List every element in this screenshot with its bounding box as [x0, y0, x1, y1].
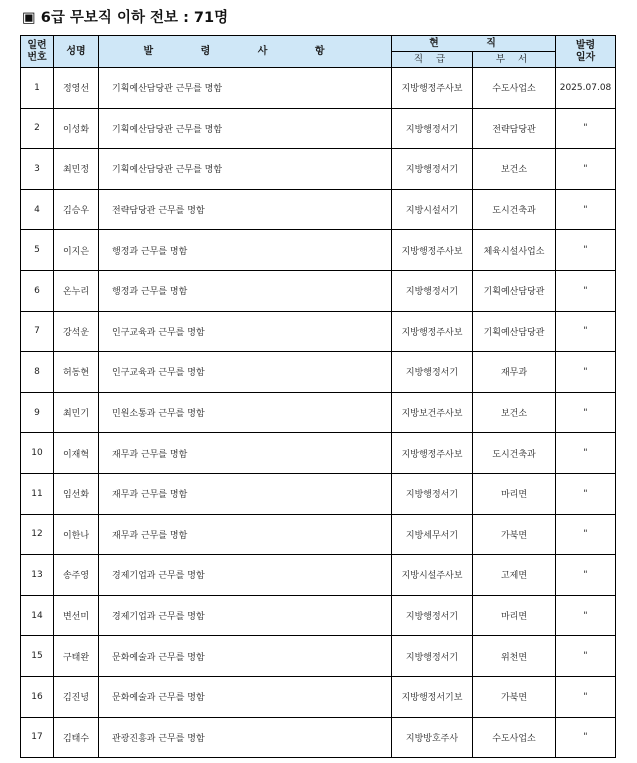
table-row — [21, 108, 616, 149]
cell-name: 변선미 — [54, 595, 99, 636]
cell-serial-no: 3 — [21, 149, 54, 190]
table-row — [21, 270, 616, 311]
table-row — [21, 555, 616, 596]
cell-grade: 지방행정주사보 — [392, 230, 473, 271]
header-dept — [473, 52, 556, 68]
cell-dept: 기획예산담당관 — [473, 311, 556, 352]
table-body — [21, 68, 616, 758]
cell-grade: 지방행정주사보 — [392, 433, 473, 474]
cell-name: 온누리 — [54, 270, 99, 311]
cell-date: " — [556, 473, 616, 514]
cell-grade: 지방행정서기 — [392, 108, 473, 149]
cell-action: 행정과 근무를 명함 — [99, 230, 392, 271]
cell-name: 최민정 — [54, 149, 99, 190]
cell-name: 이한나 — [54, 514, 99, 555]
table-row — [21, 514, 616, 555]
cell-serial-no: 2 — [21, 108, 54, 149]
cell-date: " — [556, 311, 616, 352]
table-row — [21, 392, 616, 433]
cell-date: " — [556, 555, 616, 596]
cell-serial-no: 4 — [21, 189, 54, 230]
cell-name: 정영선 — [54, 68, 99, 109]
cell-action: 관광진흥과 근무를 명함 — [99, 717, 392, 758]
cell-dept: 보건소 — [473, 149, 556, 190]
cell-grade: 지방행정서기 — [392, 636, 473, 677]
header-date: 발령 일자 — [556, 36, 616, 68]
cell-grade: 지방시설주사보 — [392, 555, 473, 596]
cell-dept: 가북면 — [473, 514, 556, 555]
cell-action: 경제기업과 근무를 명함 — [99, 555, 392, 596]
table-row — [21, 595, 616, 636]
cell-serial-no: 8 — [21, 352, 54, 393]
cell-name: 이재혁 — [54, 433, 99, 474]
cell-date: " — [556, 717, 616, 758]
table-row — [21, 473, 616, 514]
cell-grade: 지방방호주사 — [392, 717, 473, 758]
cell-serial-no: 10 — [21, 433, 54, 474]
cell-action: 문화예술과 근무를 명함 — [99, 676, 392, 717]
cell-dept: 위천면 — [473, 636, 556, 677]
table-row — [21, 311, 616, 352]
transfer-table — [20, 35, 616, 758]
cell-action: 기획예산담당관 근무를 명함 — [99, 108, 392, 149]
cell-date: " — [556, 270, 616, 311]
cell-dept: 고제면 — [473, 555, 556, 596]
cell-name: 이성화 — [54, 108, 99, 149]
cell-name: 송주영 — [54, 555, 99, 596]
page-title: ▣ 6급 무보직 이하 전보 : 71명 — [22, 10, 229, 26]
cell-grade: 지방보건주사보 — [392, 392, 473, 433]
table-row — [21, 352, 616, 393]
cell-name: 김진녕 — [54, 676, 99, 717]
cell-dept: 기획예산담당관 — [473, 270, 556, 311]
cell-grade: 지방행정서기 — [392, 595, 473, 636]
cell-serial-no: 14 — [21, 595, 54, 636]
cell-name: 최민기 — [54, 392, 99, 433]
cell-date: " — [556, 352, 616, 393]
cell-action: 행정과 근무를 명함 — [99, 270, 392, 311]
cell-action: 인구교육과 근무를 명함 — [99, 311, 392, 352]
cell-serial-no: 17 — [21, 717, 54, 758]
table-row — [21, 676, 616, 717]
cell-date: " — [556, 514, 616, 555]
cell-dept: 재무과 — [473, 352, 556, 393]
cell-date: " — [556, 636, 616, 677]
header-current-position — [392, 36, 556, 52]
cell-date: 2025.07.08 — [556, 68, 616, 109]
table-row — [21, 68, 616, 109]
cell-action: 민원소통과 근무를 명함 — [99, 392, 392, 433]
cell-grade: 지방세무서기 — [392, 514, 473, 555]
cell-date: " — [556, 433, 616, 474]
cell-action: 재무과 근무를 명함 — [99, 473, 392, 514]
cell-action: 전략담당관 근무를 명함 — [99, 189, 392, 230]
table-row — [21, 149, 616, 190]
cell-serial-no: 1 — [21, 68, 54, 109]
cell-date: " — [556, 149, 616, 190]
cell-name: 강석운 — [54, 311, 99, 352]
table-row — [21, 189, 616, 230]
cell-action: 문화예술과 근무를 명함 — [99, 636, 392, 677]
header-grade — [392, 52, 473, 68]
cell-action: 재무과 근무를 명함 — [99, 433, 392, 474]
cell-serial-no: 13 — [21, 555, 54, 596]
header-current-label: 현 직 — [429, 37, 518, 49]
cell-serial-no: 16 — [21, 676, 54, 717]
cell-dept: 가북면 — [473, 676, 556, 717]
header-name: 성명 — [54, 36, 99, 68]
cell-grade: 지방행정주사보 — [392, 68, 473, 109]
cell-grade: 지방행정서기 — [392, 473, 473, 514]
table-row — [21, 636, 616, 677]
cell-action: 인구교육과 근무를 명함 — [99, 352, 392, 393]
cell-dept: 마리면 — [473, 595, 556, 636]
header-action — [99, 36, 392, 68]
cell-action: 경제기업과 근무를 명함 — [99, 595, 392, 636]
cell-dept: 도시건축과 — [473, 189, 556, 230]
cell-name: 구태완 — [54, 636, 99, 677]
cell-grade: 지방시설서기 — [392, 189, 473, 230]
header-dept-label: 부 서 — [495, 53, 533, 65]
cell-date: " — [556, 392, 616, 433]
cell-dept: 체육시설사업소 — [473, 230, 556, 271]
cell-date: " — [556, 676, 616, 717]
cell-action: 기획예산담당관 근무를 명함 — [99, 149, 392, 190]
table-row — [21, 717, 616, 758]
cell-date: " — [556, 108, 616, 149]
cell-name: 이지은 — [54, 230, 99, 271]
cell-serial-no: 5 — [21, 230, 54, 271]
cell-serial-no: 9 — [21, 392, 54, 433]
cell-dept: 수도사업소 — [473, 717, 556, 758]
cell-grade: 지방행정서기 — [392, 270, 473, 311]
cell-serial-no: 7 — [21, 311, 54, 352]
table-row — [21, 230, 616, 271]
header-action-label: 발 령 사 항 — [143, 45, 347, 57]
cell-serial-no: 11 — [21, 473, 54, 514]
cell-grade: 지방행정서기 — [392, 149, 473, 190]
cell-dept: 마리면 — [473, 473, 556, 514]
table-header — [21, 36, 616, 68]
header-grade-label: 직 급 — [413, 53, 451, 65]
cell-dept: 보건소 — [473, 392, 556, 433]
cell-dept: 도시건축과 — [473, 433, 556, 474]
cell-name: 김태수 — [54, 717, 99, 758]
cell-serial-no: 15 — [21, 636, 54, 677]
cell-grade: 지방행정주사보 — [392, 311, 473, 352]
cell-date: " — [556, 230, 616, 271]
cell-dept: 전략담당관 — [473, 108, 556, 149]
header-serial-no: 일련 번호 — [21, 36, 54, 68]
cell-name: 임선화 — [54, 473, 99, 514]
cell-name: 허동현 — [54, 352, 99, 393]
table-row — [21, 433, 616, 474]
cell-action: 기획예산담당관 근무를 명함 — [99, 68, 392, 109]
cell-dept: 수도사업소 — [473, 68, 556, 109]
cell-grade: 지방행정서기보 — [392, 676, 473, 717]
cell-serial-no: 12 — [21, 514, 54, 555]
cell-serial-no: 6 — [21, 270, 54, 311]
cell-name: 김승우 — [54, 189, 99, 230]
cell-grade: 지방행정서기 — [392, 352, 473, 393]
cell-date: " — [556, 595, 616, 636]
cell-action: 재무과 근무를 명함 — [99, 514, 392, 555]
cell-date: " — [556, 189, 616, 230]
